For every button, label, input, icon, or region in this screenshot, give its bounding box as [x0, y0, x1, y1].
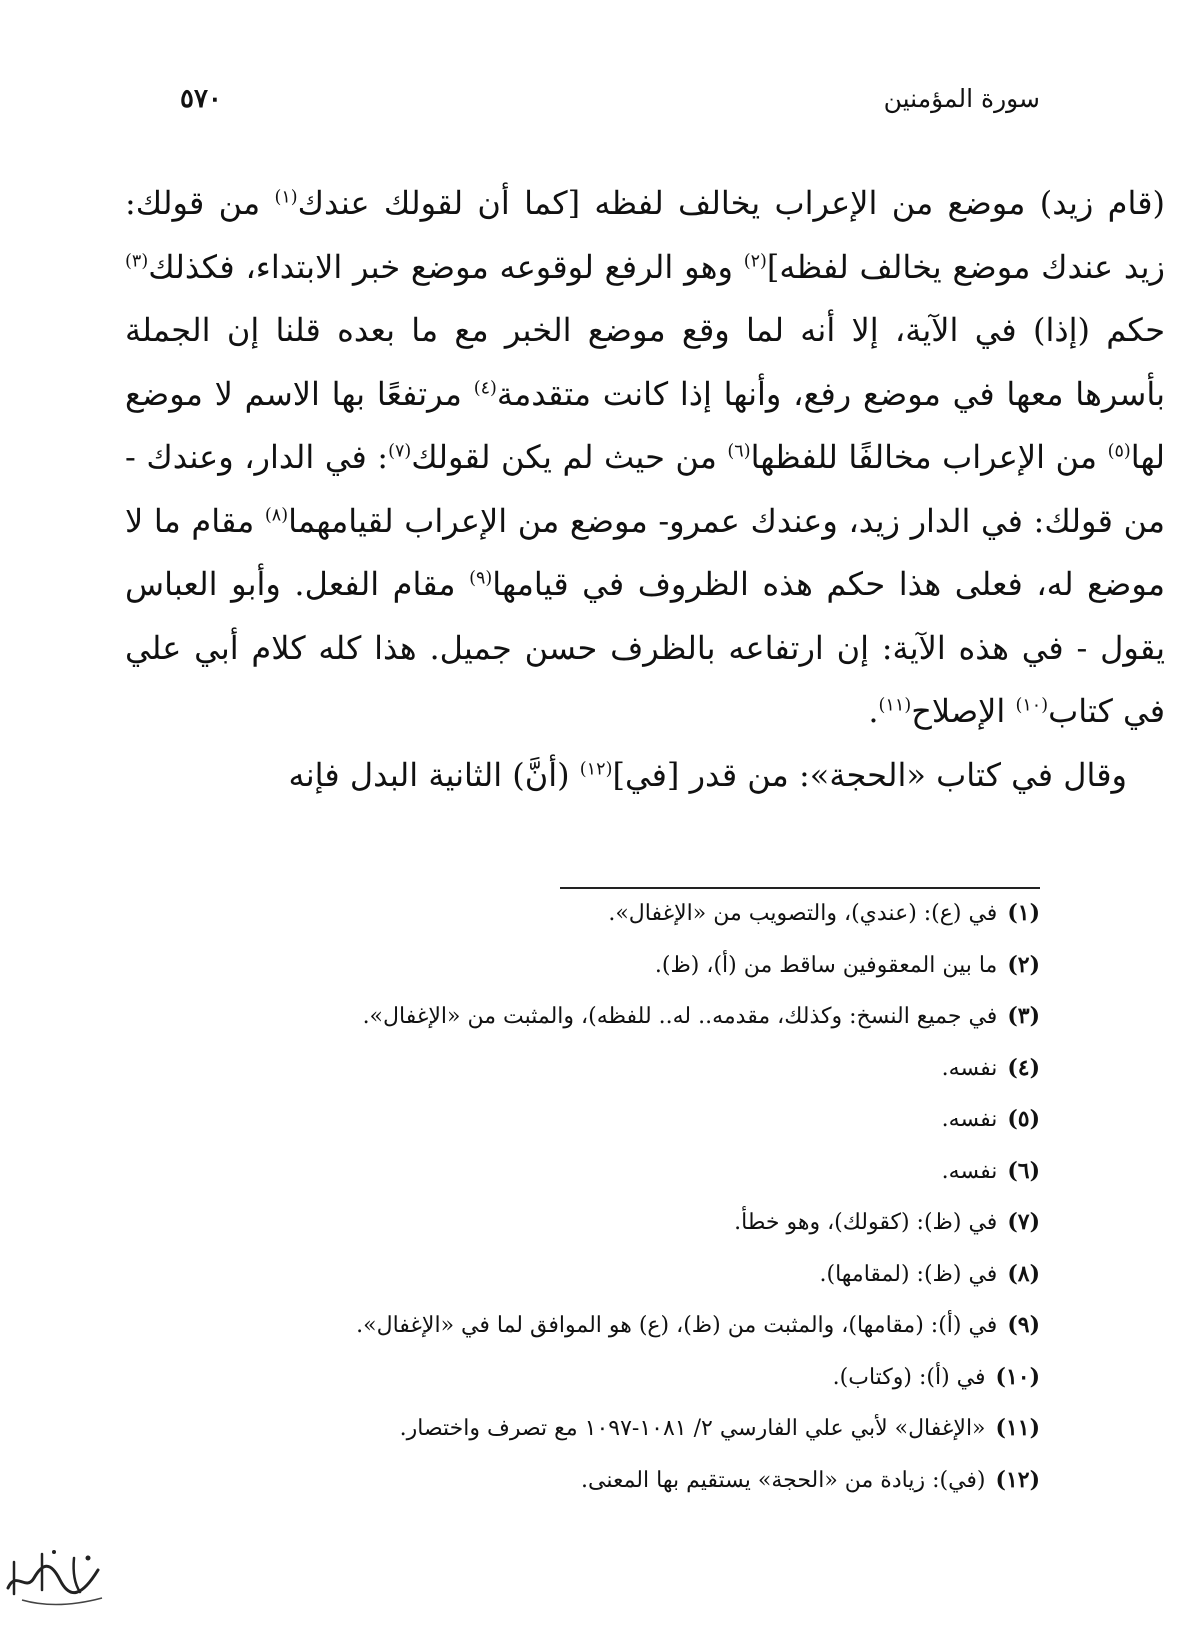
footnote-number: (٥) [1007, 1106, 1040, 1132]
footnote-number: (١١) [995, 1415, 1040, 1441]
footnote-number: (١٠) [995, 1363, 1040, 1390]
footnote-text: ما بين المعقوفين ساقط من (أ)، (ظ). [654, 952, 998, 978]
footnote-text: في (ظ): (كقولك)، وهو خطأ. [734, 1210, 998, 1235]
footnote-item [150, 1352, 1040, 1404]
text-segment: وهو الرفع لوقوعه موضع خبر الابتداء، فكذلك [148, 247, 744, 286]
page-number: ٥٧٠ [180, 84, 222, 114]
text-segment: مقام الفعل. وأبو العباس يقول - في هذه الآية: إن ارتفاعه بالظرف حسن جميل. هذا كله كلام أبي علي في كتاب [125, 565, 1165, 730]
footnote-text: في (أ): (مقامها)، والمثبت من (ظ)، (ع) هو الموافق لما في «الإغفال». [356, 1313, 998, 1338]
footnote-number: (٩) [1007, 1312, 1040, 1338]
footnote-number: (٣) [1007, 1003, 1040, 1029]
surah-title: سورة المؤمنين [883, 84, 1040, 113]
main-text [125, 172, 1165, 807]
footnote-item [150, 940, 1040, 992]
footnote-number: (١٢) [995, 1466, 1040, 1493]
paragraph-1 [125, 172, 1165, 744]
footnote-number: (٧) [1007, 1209, 1040, 1235]
text-segment: وقال في كتاب «الحجة»: من قدر [في] [612, 755, 1127, 794]
text-segment: . [868, 692, 879, 730]
text-segment: مقام ما لا موضع له، فعلى هذا حكم هذه الظروف في قيامها [125, 501, 1165, 603]
footnote-item [150, 1146, 1040, 1198]
footnote-item [150, 1300, 1040, 1352]
paragraph-2 [125, 744, 1165, 808]
footnote-number: (٨) [1007, 1260, 1040, 1287]
text-segment: (أنَّ) الثانية البدل فإنه [288, 755, 580, 794]
footnote-ref-2: (٢) [743, 250, 767, 271]
footnote-item [150, 888, 1040, 940]
footnote-text: في (ع): (عندي)، والتصويب من «الإغفال». [608, 901, 998, 926]
text-segment: : في الدار، وعندك - من قولك: في الدار زيد، وعندك عمرو- موضع من الإعراب لقيامهما [125, 438, 1166, 540]
footnote-number: (٤) [1007, 1054, 1040, 1081]
footnote-text: في (ظ): (لمقامها). [819, 1261, 998, 1287]
footnote-number: (١) [1007, 900, 1040, 926]
text-segment: (قام زيد) موضع من الإعراب يخالف لفظه [كما أن لقولك عندك [297, 184, 1166, 222]
footnote-text: نفسه. [941, 1055, 998, 1081]
calligraphy-logo [2, 1540, 112, 1612]
footnote-ref-1: (١) [274, 187, 298, 208]
text-segment: من قولك: زيد عندك موضع يخالف لفظه] [125, 184, 1166, 286]
footnote-ref-5: (٥) [1107, 441, 1131, 462]
text-segment: الإصلاح [911, 692, 1016, 730]
footnote-item [150, 1249, 1040, 1301]
text-segment: من الإعراب مخالفًا للفظها [750, 438, 1108, 476]
footnote-text: «الإغفال» لأبي علي الفارسي ٢/ ١٠٨١-١٠٩٧ مع تصرف واختصار. [399, 1416, 986, 1441]
footnote-ref-4: (٤) [473, 377, 497, 398]
footnote-ref-8: (٨) [264, 504, 289, 525]
footnote-item [150, 1197, 1040, 1249]
footnotes-list [150, 888, 1040, 1506]
footnote-number: (٢) [1007, 951, 1040, 978]
footnote-text: في جميع النسخ: وكذلك، مقدمه.. له.. للفظه)، والمثبت من «الإغفال». [362, 1004, 998, 1029]
footnote-ref-3: (٣) [125, 250, 149, 271]
footnote-item [150, 1043, 1040, 1095]
footnote-ref-12: (١٢) [579, 758, 613, 779]
running-header [180, 84, 1040, 124]
footnote-ref-9: (٩) [469, 568, 493, 589]
text-segment: من حيث لم يكن لقولك [411, 438, 728, 476]
footnote-text: في (أ): (وكتاب). [832, 1364, 986, 1390]
footnote-text: (في): زيادة من «الحجة» يستقيم بها المعنى. [581, 1467, 986, 1493]
footnote-text: نفسه. [941, 1158, 998, 1184]
footnote-item [150, 1094, 1040, 1146]
text-segment: مرتفعًا بها الاسم لا موضع لها [125, 374, 1166, 476]
footnote-text: نفسه. [941, 1107, 998, 1132]
footnote-ref-7: (٧) [388, 441, 412, 462]
footnote-item [150, 1455, 1040, 1507]
footnote-ref-6: (٦) [727, 441, 751, 462]
footnote-number: (٦) [1007, 1157, 1040, 1184]
footnote-item [150, 1403, 1040, 1455]
footnote-item [150, 991, 1040, 1043]
text-segment: حكم (إذا) في الآية، إلا أنه لما وقع موضع الخبر مع ما بعده قلنا إن الجملة بأسرها معها في موضع رفع، وأنها إذا كانت متقدمة [125, 311, 1166, 413]
footnote-ref-11: (١١) [878, 695, 912, 716]
footnote-ref-10: (١٠) [1015, 695, 1049, 716]
